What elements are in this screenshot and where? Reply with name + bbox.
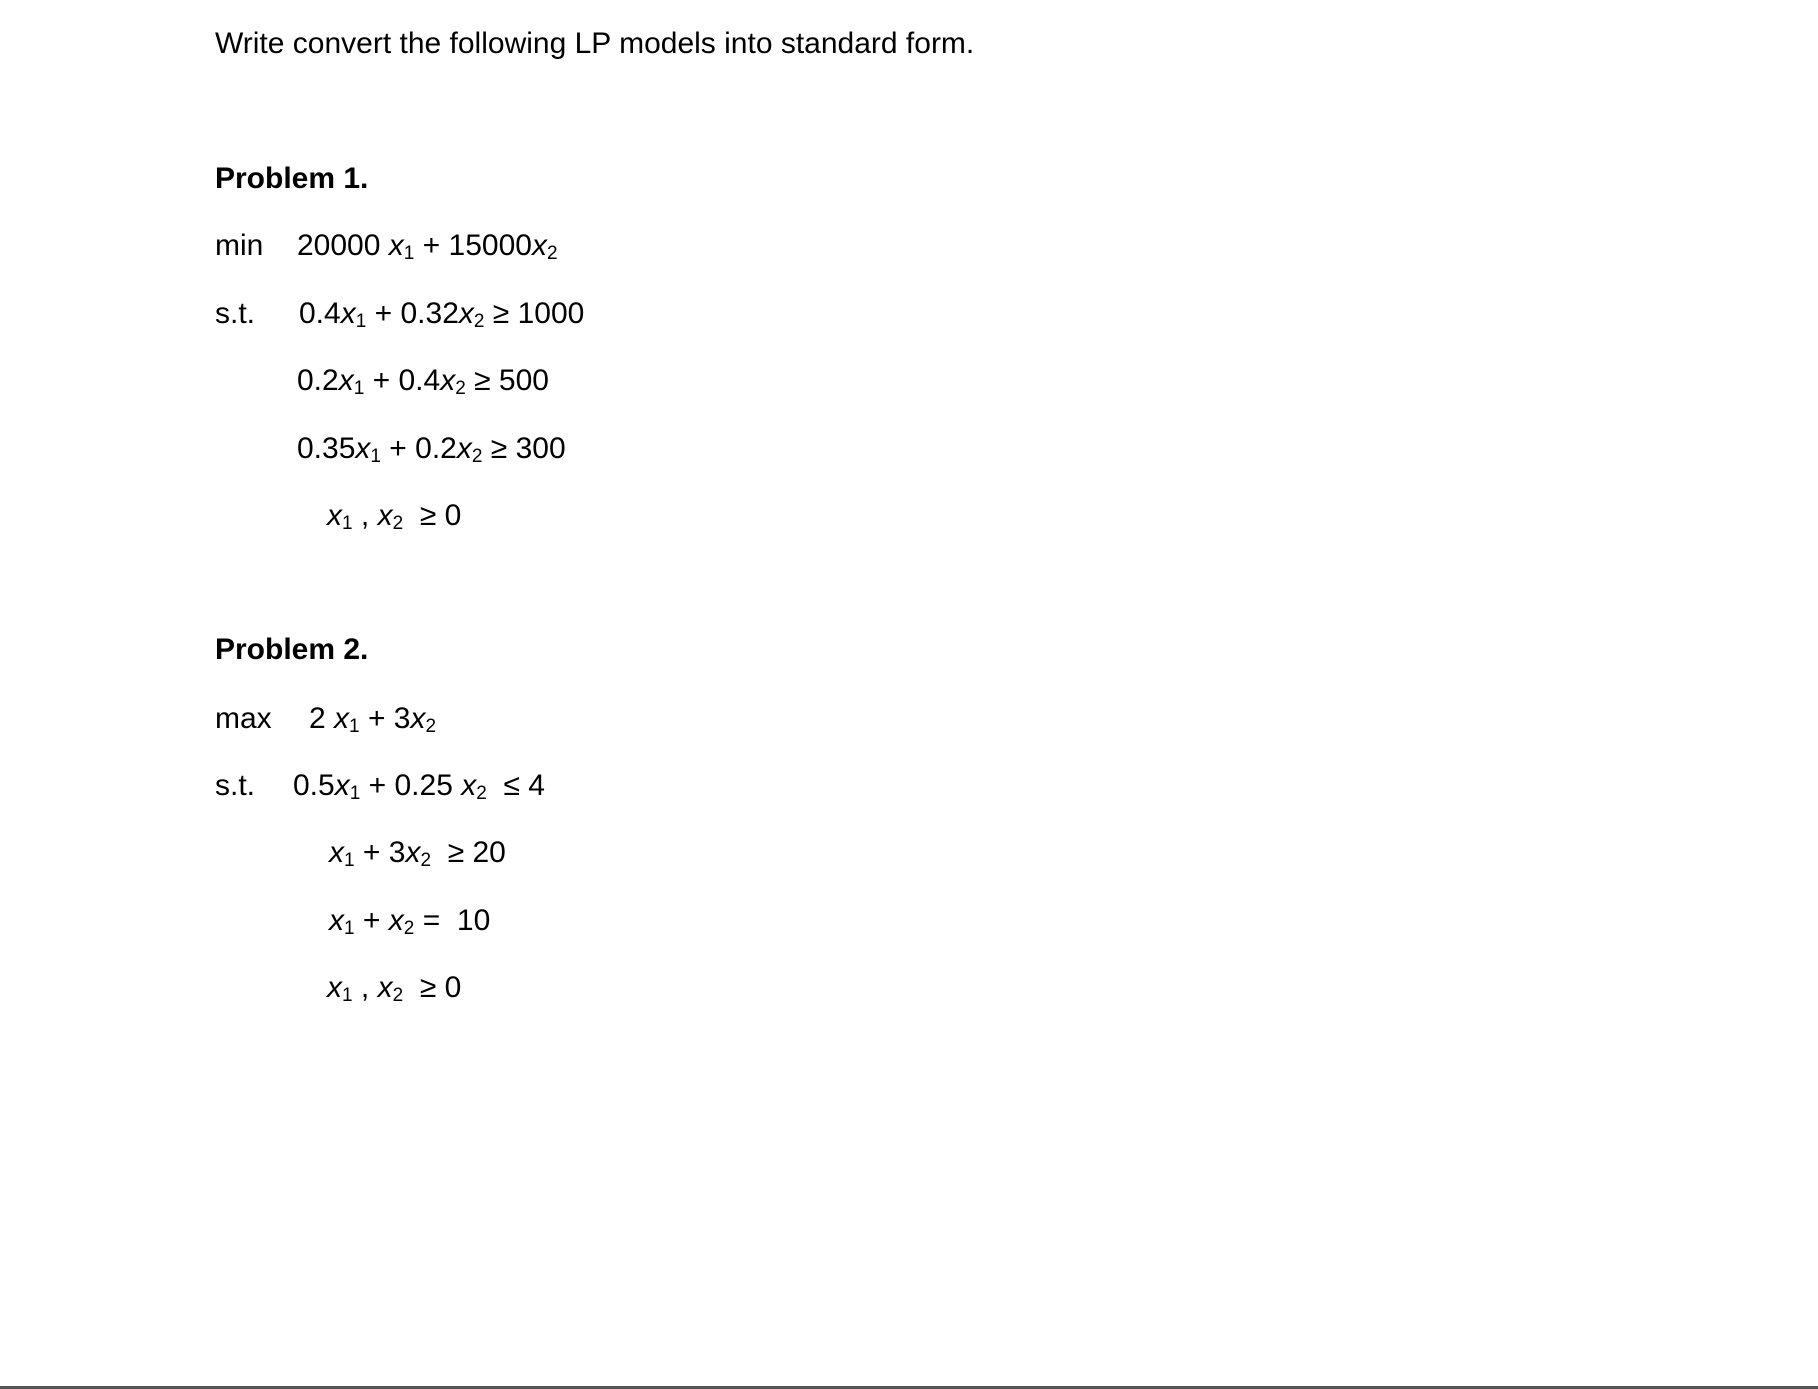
variable-subscript: 2 (425, 716, 437, 737)
math-text: + 3 (359, 702, 411, 735)
problem-1-constraint-1 (299, 297, 585, 332)
problem-2-constraint-2 (329, 836, 506, 871)
problem-1-objective (297, 229, 558, 264)
math-text: 0.35 (297, 432, 356, 465)
variable-subscript: 2 (403, 918, 415, 939)
problem-2-heading: Problem 2. (215, 633, 369, 666)
math-text: + 3 (354, 836, 406, 869)
variable-subscript: 1 (344, 850, 355, 871)
math-text: , (352, 971, 378, 1004)
variable-subscript: 2 (392, 985, 404, 1006)
math-text: = 10 (414, 904, 491, 937)
math-text: 0.5 (293, 769, 335, 802)
variable-symbol: x (458, 297, 474, 330)
variable-symbol: x (456, 432, 472, 465)
math-variable (461, 769, 487, 802)
variable-symbol: x (377, 499, 393, 532)
variable-subscript: 2 (392, 513, 404, 534)
variable-subscript: 2 (455, 378, 466, 399)
math-text: 20000 (297, 229, 389, 262)
problem-1-constraint-2 (297, 364, 549, 399)
math-text: 0.2 (297, 364, 339, 397)
variable-subscript: 1 (353, 378, 365, 399)
math-variable (405, 836, 431, 869)
math-text: ≥ 0 (403, 971, 462, 1004)
variable-subscript: 1 (370, 446, 381, 467)
math-variable (378, 499, 404, 532)
variable-symbol: x (355, 432, 371, 465)
variable-symbol: x (461, 769, 477, 802)
variable-subscript: 1 (403, 243, 415, 264)
variable-symbol: x (340, 297, 356, 330)
problem-2-nonnegativity (327, 971, 462, 1006)
math-variable (532, 229, 558, 262)
math-text: ≥ 300 (482, 432, 566, 465)
variable-symbol: x (405, 836, 421, 869)
variable-symbol: x (327, 499, 342, 532)
variable-symbol: x (334, 769, 350, 802)
math-text: , (352, 499, 378, 532)
math-text: 0.4 (299, 297, 341, 330)
math-variable (335, 769, 361, 802)
variable-subscript: 1 (355, 311, 367, 332)
variable-subscript: 1 (342, 513, 353, 534)
variable-symbol: x (327, 971, 342, 1004)
math-text: ≥ 1000 (484, 297, 585, 330)
math-variable (378, 971, 404, 1004)
variable-symbol: x (410, 702, 426, 735)
math-variable (459, 297, 485, 330)
math-text: 2 (309, 702, 335, 735)
math-variable (327, 971, 353, 1004)
problem-2-st-label: s.t. (215, 769, 256, 802)
math-variable (440, 364, 466, 397)
variable-symbol: x (334, 702, 350, 735)
problem-1-objective-keyword: min (215, 229, 264, 262)
problem-2-constraint-1 (293, 769, 545, 804)
variable-symbol: x (531, 229, 547, 262)
math-variable (389, 904, 415, 937)
math-text: + 0.25 (360, 769, 462, 802)
math-text: + 0.2 (380, 432, 457, 465)
math-variable (410, 702, 436, 735)
variable-symbol: x (377, 971, 393, 1004)
problem-1-constraint-3 (297, 432, 566, 467)
variable-symbol: x (388, 904, 404, 937)
math-variable (334, 702, 360, 735)
variable-subscript: 1 (342, 985, 353, 1006)
math-variable (355, 432, 381, 465)
variable-subscript: 1 (344, 918, 355, 939)
problem-1-heading: Problem 1. (215, 162, 369, 195)
math-text: + 15000 (414, 229, 532, 262)
math-text: ≥ 500 (465, 364, 549, 397)
variable-symbol: x (329, 836, 344, 869)
math-variable (329, 904, 355, 937)
variable-subscript: 2 (546, 243, 558, 264)
problem-1-st-label: s.t. (215, 297, 256, 330)
instructions-text: Write convert the following LP models into standard form. (215, 27, 975, 60)
variable-symbol: x (329, 904, 344, 937)
variable-subscript: 1 (349, 783, 361, 804)
math-variable (457, 432, 483, 465)
problem-1-nonnegativity (327, 499, 462, 534)
math-text: ≥ 20 (431, 836, 506, 869)
problem-2-objective-keyword: max (215, 702, 272, 735)
math-variable (329, 836, 355, 869)
math-variable (341, 297, 367, 330)
variable-subscript: 2 (420, 850, 432, 871)
math-variable (327, 499, 353, 532)
variable-subscript: 2 (471, 446, 483, 467)
problem-2-objective (309, 702, 437, 737)
problem-2-constraint-3 (329, 904, 491, 939)
variable-symbol: x (338, 364, 354, 397)
math-text: + 0.32 (366, 297, 459, 330)
math-text: ≤ 4 (486, 769, 545, 802)
variable-subscript: 1 (349, 716, 360, 737)
variable-symbol: x (388, 229, 404, 262)
variable-symbol: x (440, 364, 456, 397)
math-text: + 0.4 (364, 364, 441, 397)
math-variable (389, 229, 415, 262)
math-variable (339, 364, 365, 397)
variable-subscript: 2 (476, 783, 487, 804)
variable-subscript: 2 (473, 311, 485, 332)
math-text: + (354, 904, 389, 937)
math-text: ≥ 0 (403, 499, 462, 532)
